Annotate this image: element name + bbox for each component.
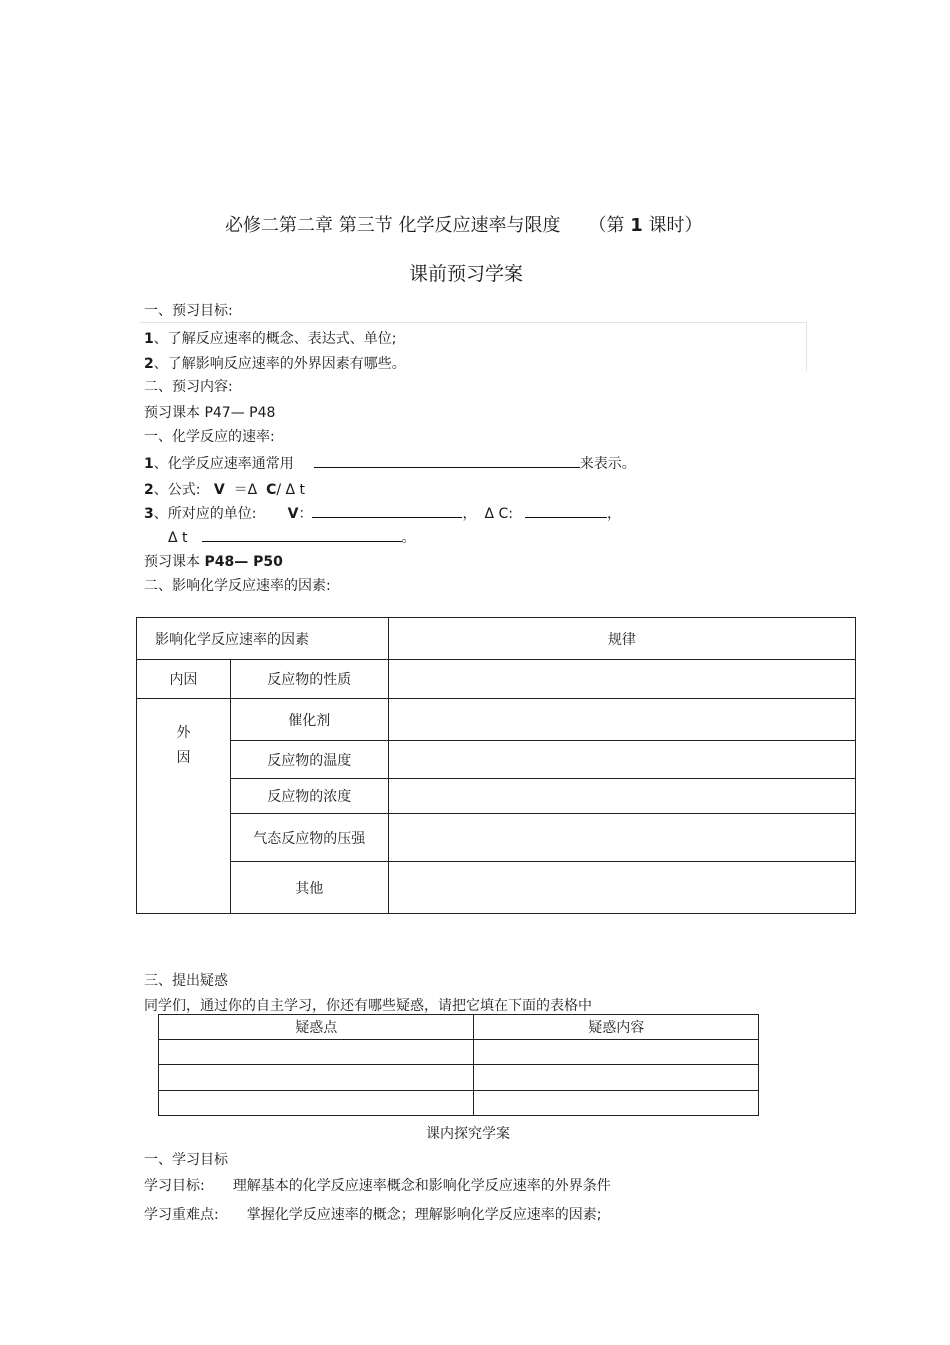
rate-heading: 一、化学反应的速率:: [144, 429, 275, 445]
rule-cell[interactable]: [388, 741, 855, 779]
external-item: 反应物的浓度: [230, 779, 388, 814]
learning-goals-heading: 一、学习目标: [144, 1152, 228, 1168]
table-row: [159, 1015, 759, 1040]
table-row: [137, 779, 856, 814]
unit-comma-2: ，: [607, 506, 621, 522]
external-label: [137, 699, 231, 914]
questions-intro: 同学们，通过你的自主学习，你还有哪些疑惑，请把它填在下面的表格中: [144, 998, 592, 1014]
page-subtitle: 课前预习学案: [409, 263, 524, 285]
goal-item-2-text: 、了解影响反应速率的外界因素有哪些。: [153, 356, 406, 372]
header-rule: 规律: [388, 618, 855, 660]
pages-prefix-1: 预习课本: [144, 405, 205, 421]
pages-range-2: P48— P50: [204, 554, 283, 570]
factors-table: [136, 617, 856, 914]
key-points-line: [144, 1204, 601, 1224]
question-1: [144, 453, 636, 473]
external-item: 气态反应物的压强: [230, 814, 388, 862]
goal-item-1-text: 、了解反应速率的概念、表达式、单位;: [153, 331, 397, 347]
pages-reference-1: [144, 402, 275, 422]
table-row: [137, 862, 856, 914]
unit-comma-1: ，: [462, 506, 477, 522]
goal-item-1: [144, 328, 396, 348]
answer-blank-1[interactable]: [314, 453, 580, 468]
preview-content-heading: 二、预习内容:: [144, 379, 233, 395]
formula-c: C: [266, 482, 277, 498]
question-cell[interactable]: [159, 1065, 474, 1091]
answer-blank-unit-v[interactable]: [312, 503, 462, 518]
header-question-content: 疑惑内容: [474, 1015, 759, 1040]
answer-blank-unit-dc[interactable]: [525, 503, 607, 518]
goal-item-1-number: 1: [144, 331, 154, 347]
question-3-line-2: [168, 527, 416, 547]
factors-heading: 二、影响化学反应速率的因素:: [144, 578, 331, 594]
unit-dt-label: Δ t: [168, 530, 188, 546]
title-main: 必修二第二章 第三节 化学反应速率与限度: [225, 215, 561, 236]
unit-period: 。: [401, 530, 416, 546]
question-cell[interactable]: [474, 1091, 759, 1116]
pages-prefix-2: 预习课本: [144, 554, 205, 570]
unit-dc-label: Δ C:: [484, 506, 513, 522]
table-row: [159, 1040, 759, 1065]
goal-item-2: [144, 353, 406, 373]
learning-goal-line: [144, 1175, 611, 1195]
key-points-label: 学习重难点:: [144, 1207, 219, 1223]
internal-item: 反应物的性质: [230, 660, 388, 699]
preview-goals-heading: 一、预习目标:: [144, 303, 233, 319]
title-lesson-suffix: 课时）: [642, 215, 703, 236]
internal-label: 内因: [137, 660, 231, 699]
page-title: [225, 211, 702, 237]
formula-v: V: [213, 482, 225, 498]
table-row: [137, 618, 856, 660]
question-cell[interactable]: [159, 1040, 474, 1065]
title-lesson-prefix: （第: [588, 215, 631, 236]
key-points-text: 掌握化学反应速率的概念；理解影响化学反应速率的因素;: [246, 1207, 602, 1223]
questions-heading: 三、提出疑惑: [144, 973, 228, 989]
rule-cell[interactable]: [388, 862, 855, 914]
table-row: [137, 660, 856, 699]
learning-goal-label: 学习目标:: [144, 1178, 205, 1194]
question-1-suffix: 来表示。: [579, 456, 636, 472]
question-1-number: 1: [144, 456, 154, 472]
table-row: [137, 741, 856, 779]
title-lesson-number: 1: [630, 215, 643, 236]
question-2: [144, 479, 305, 499]
unit-v-colon: ：: [298, 506, 313, 522]
table-row: [137, 814, 856, 862]
pages-reference-2: [144, 551, 283, 571]
goal-item-2-number: 2: [144, 356, 154, 372]
question-2-text: 、公式:: [153, 482, 214, 498]
header-question-point: 疑惑点: [159, 1015, 474, 1040]
question-cell[interactable]: [159, 1091, 474, 1116]
external-label-1: 外: [176, 725, 191, 741]
question-cell[interactable]: [474, 1040, 759, 1065]
question-3: [144, 503, 621, 523]
formula-rest: / Δ t: [276, 482, 306, 498]
pages-range-1: P47— P48: [204, 405, 276, 421]
question-3-number: 3: [144, 506, 154, 522]
question-3-text: 、所对应的单位:: [153, 506, 288, 522]
table-row: [137, 699, 856, 741]
rule-cell[interactable]: [388, 814, 855, 862]
unit-v-label: V: [287, 506, 299, 522]
header-factor: 影响化学反应速率的因素: [137, 618, 389, 660]
table-row: [159, 1065, 759, 1091]
question-2-number: 2: [144, 482, 154, 498]
table-row: [159, 1091, 759, 1116]
external-item: 催化剂: [230, 699, 388, 741]
rule-cell[interactable]: [388, 660, 855, 699]
questions-table: [158, 1014, 759, 1116]
external-item: 反应物的温度: [230, 741, 388, 779]
learning-goal-text: 理解基本的化学反应速率概念和影响化学反应速率的外界条件: [232, 1178, 611, 1194]
external-label-2: 因: [176, 750, 191, 766]
answer-blank-unit-dt[interactable]: [202, 527, 402, 542]
rule-cell[interactable]: [388, 699, 855, 741]
question-1-text: 、化学反应速率通常用: [153, 456, 294, 472]
question-cell[interactable]: [474, 1065, 759, 1091]
inclass-title: 课内探究学案: [426, 1126, 510, 1142]
formula-equals: ＝Δ: [224, 482, 267, 498]
rule-cell[interactable]: [388, 779, 855, 814]
external-item: 其他: [230, 862, 388, 914]
